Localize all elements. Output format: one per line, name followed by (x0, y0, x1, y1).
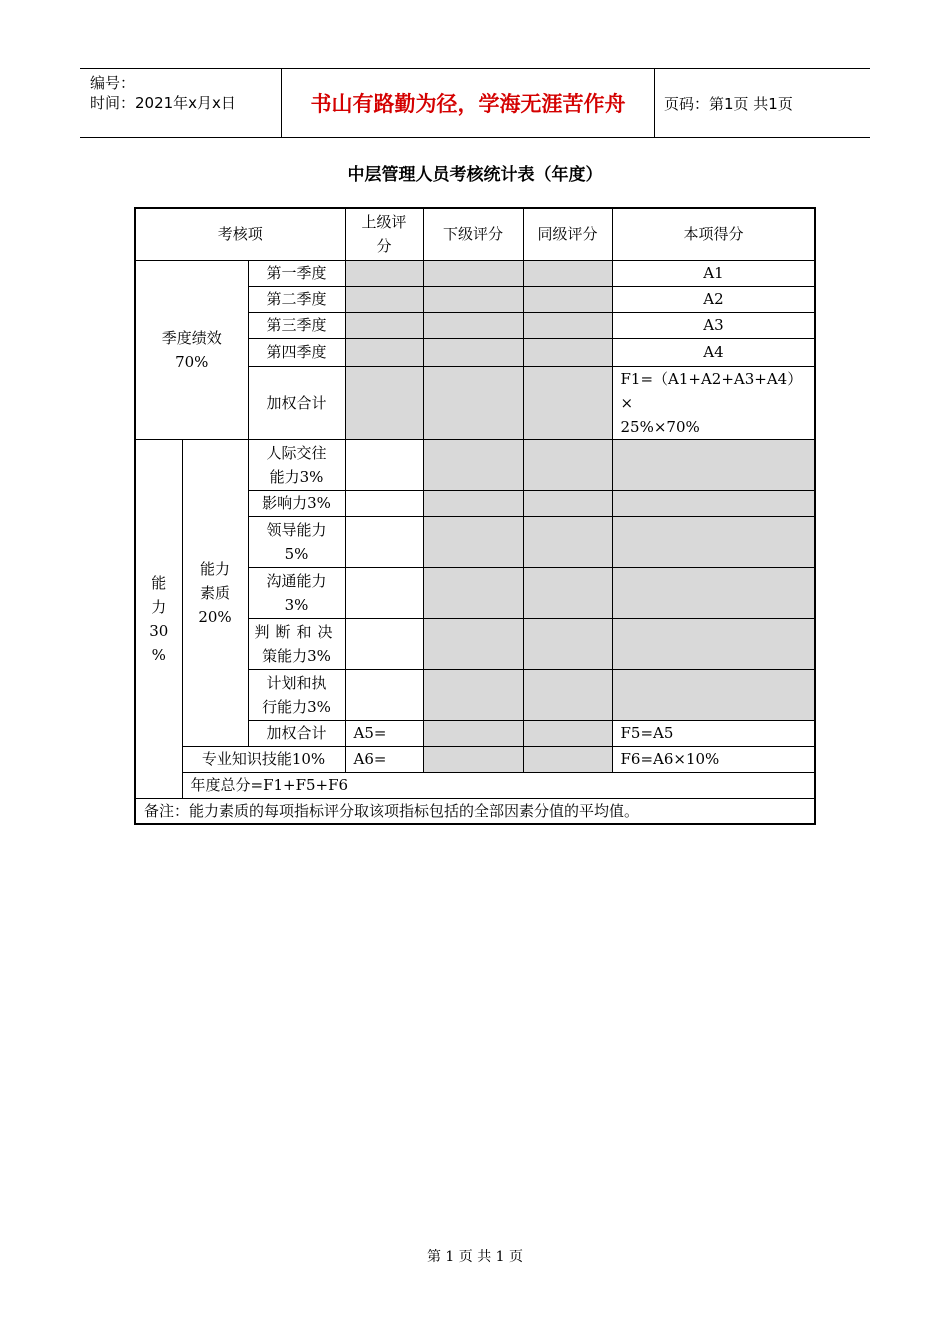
cell-score (612, 516, 815, 567)
competency-label: 影响力3% (248, 490, 345, 516)
subgroup-competency: 能力 素质 20% (182, 439, 248, 746)
table-row (135, 746, 815, 772)
header-time: 时间：2021年x月x日 (90, 94, 236, 112)
cell-superior (345, 366, 423, 439)
cell-peer (523, 439, 612, 490)
cell-subordinate (423, 516, 523, 567)
cell-score (612, 439, 815, 490)
cell-subordinate (423, 439, 523, 490)
quarter-label: 第一季度 (248, 260, 345, 286)
competency-label: 人际交往 能力3% (248, 439, 345, 490)
cell-peer (523, 746, 612, 772)
table-note: 备注：能力素质的每项指标评分取该项指标包括的全部因素分值的平均值。 (135, 798, 815, 824)
page-header (80, 68, 870, 138)
f5-formula: F5=A5 (612, 720, 815, 746)
professional-skill-label: 专业知识技能10% (182, 746, 345, 772)
cell-peer (523, 516, 612, 567)
cell-superior (345, 567, 423, 618)
table-header-row (135, 208, 815, 260)
table-row (135, 772, 815, 798)
cell-peer (523, 286, 612, 312)
cell-peer (523, 490, 612, 516)
competency-label: 领导能力 5% (248, 516, 345, 567)
quarter-score: A4 (612, 338, 815, 366)
annual-total: 年度总分=F1+F5+F6 (182, 772, 815, 798)
weighted-formula-f1: F1=（A1+A2+A3+A4）× 25%×70% (612, 366, 815, 439)
cell-peer (523, 260, 612, 286)
cell-subordinate (423, 746, 523, 772)
quarter-score: A2 (612, 286, 815, 312)
weighted-label: 加权合计 (248, 366, 345, 439)
col-header-peer: 同级评分 (523, 208, 612, 260)
cell-subordinate (423, 286, 523, 312)
a6-value: A6= (345, 746, 423, 772)
table-row (135, 798, 815, 824)
cell-subordinate (423, 567, 523, 618)
cell-superior (345, 439, 423, 490)
assessment-table (134, 207, 816, 825)
cell-superior (345, 618, 423, 669)
cell-peer (523, 338, 612, 366)
cell-score (612, 618, 815, 669)
header-number: 编号： (90, 74, 136, 92)
cell-subordinate (423, 338, 523, 366)
header-meta (90, 73, 280, 113)
cell-superior (345, 338, 423, 366)
cell-peer (523, 567, 612, 618)
document-title: 中层管理人员考核统计表（年度） (347, 165, 603, 185)
quarter-label: 第二季度 (248, 286, 345, 312)
cell-superior (345, 286, 423, 312)
competency-label: 判断和决 策能力3% (248, 618, 345, 669)
cell-superior (345, 490, 423, 516)
cell-subordinate (423, 669, 523, 720)
header-motto: 书山有路勤为径，学海无涯苦作舟 (281, 69, 655, 137)
quarter-label: 第四季度 (248, 338, 345, 366)
cell-subordinate (423, 260, 523, 286)
cell-subordinate (423, 720, 523, 746)
quarter-label: 第三季度 (248, 312, 345, 338)
quarter-score: A1 (612, 260, 815, 286)
cell-subordinate (423, 366, 523, 439)
competency-label: 计划和执 行能力3% (248, 669, 345, 720)
group-ability: 能 力 30 % (135, 439, 182, 798)
a5-value: A5= (345, 720, 423, 746)
cell-score (612, 669, 815, 720)
group-quarterly: 季度绩效 70% (135, 260, 248, 439)
header-page-number: 页码：第1页 共1页 (664, 94, 793, 113)
f6-formula: F6=A6×10% (612, 746, 815, 772)
cell-subordinate (423, 490, 523, 516)
cell-superior (345, 669, 423, 720)
cell-superior (345, 516, 423, 567)
quarter-score: A3 (612, 312, 815, 338)
cell-superior (345, 312, 423, 338)
cell-peer (523, 618, 612, 669)
cell-superior (345, 260, 423, 286)
col-header-subordinate: 下级评分 (423, 208, 523, 260)
col-header-score: 本项得分 (612, 208, 815, 260)
table-row (135, 260, 815, 286)
cell-score (612, 490, 815, 516)
cell-subordinate (423, 312, 523, 338)
cell-peer (523, 366, 612, 439)
cell-peer (523, 720, 612, 746)
cell-subordinate (423, 618, 523, 669)
page-footer: 第 1 页 共 1 页 (426, 1249, 524, 1265)
table-row (135, 439, 815, 490)
cell-peer (523, 312, 612, 338)
col-header-superior: 上级评 分 (345, 208, 423, 260)
col-header-item: 考核项 (135, 208, 345, 260)
cell-peer (523, 669, 612, 720)
weighted-label: 加权合计 (248, 720, 345, 746)
cell-score (612, 567, 815, 618)
competency-label: 沟通能力 3% (248, 567, 345, 618)
